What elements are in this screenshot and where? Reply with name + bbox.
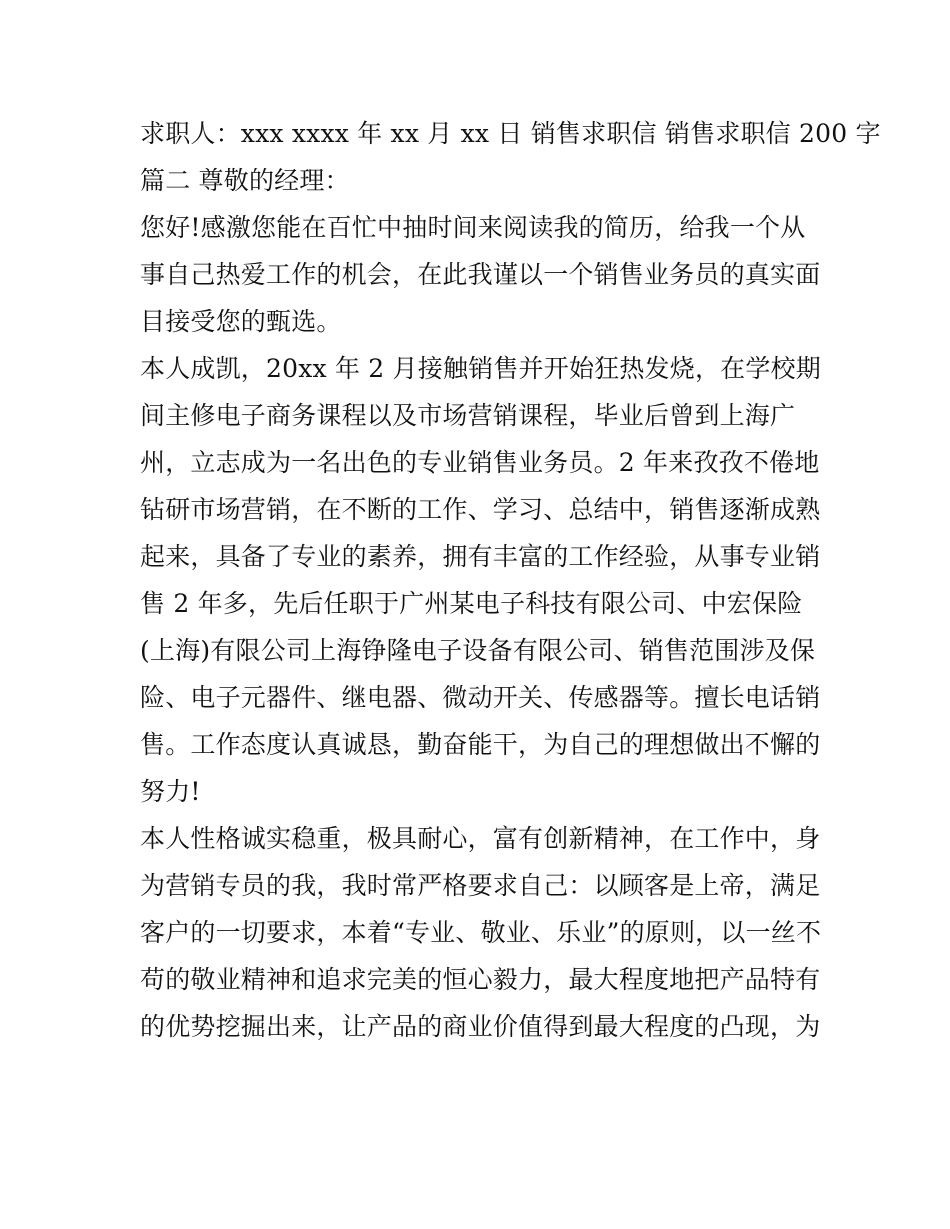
text-line-17: 为营销专员的我，我时常严格要求自己：以顾客是上帝，满足: [140, 871, 821, 900]
text-line-16: 本人性格诚实稳重，极具耐心，富有创新精神，在工作中，身: [140, 824, 821, 853]
text-line-3: 您好!感激您能在百忙中抽时间来阅读我的简历，给我一个从: [140, 213, 806, 242]
text-line-13: 险、电子元器件、继电器、微动开关、传感器等。擅长电话销: [140, 683, 821, 712]
text-line-15: 努力!: [140, 777, 201, 806]
text-line-7: 间主修电子商务课程以及市场营销课程，毕业后曾到上海广: [140, 401, 796, 430]
text-line-19: 苟的敬业精神和追求完美的恒心毅力，最大程度地把产品特有: [140, 965, 821, 994]
text-line-4: 事自己热爱工作的机会，在此我谨以一个销售业务员的真实面: [140, 260, 821, 289]
text-line-14: 售。工作态度认真诚恳，勤奋能干，为自己的理想做出不懈的: [140, 730, 821, 759]
text-line-9: 钻研市场营销，在不断的工作、学习、总结中，销售逐渐成熟: [140, 495, 821, 524]
text-line-10: 起来，具备了专业的素养，拥有丰富的工作经验，从事专业销: [140, 542, 821, 571]
text-line-8: 州，立志成为一名出色的专业销售业务员。2 年来孜孜不倦地: [140, 448, 820, 477]
text-line-5: 目接受您的甄选。: [140, 307, 342, 336]
text-line-20: 的优势挖掘出来，让产品的商业价值得到最大程度的凸现，为: [140, 1012, 821, 1041]
text-line-6: 本人成凯，20xx 年 2 月接触销售并开始狂热发烧，在学校期: [140, 354, 821, 383]
letter-body: [140, 110, 881, 1050]
text-line-18: 客户的一切要求，本着“专业、敬业、乐业”的原则，以一丝不: [140, 918, 822, 947]
text-line-11: 售 2 年多，先后任职于广州某电子科技有限公司、中宏保险: [140, 589, 803, 618]
text-line-2: 篇二 尊敬的经理：: [140, 166, 350, 195]
text-line-12: (上海)有限公司上海铮隆电子设备有限公司、销售范围涉及保: [140, 636, 816, 665]
text-line-1: 求职人：xxx xxxx 年 xx 月 xx 日 销售求职信 销售求职信 200 字: [140, 119, 881, 148]
